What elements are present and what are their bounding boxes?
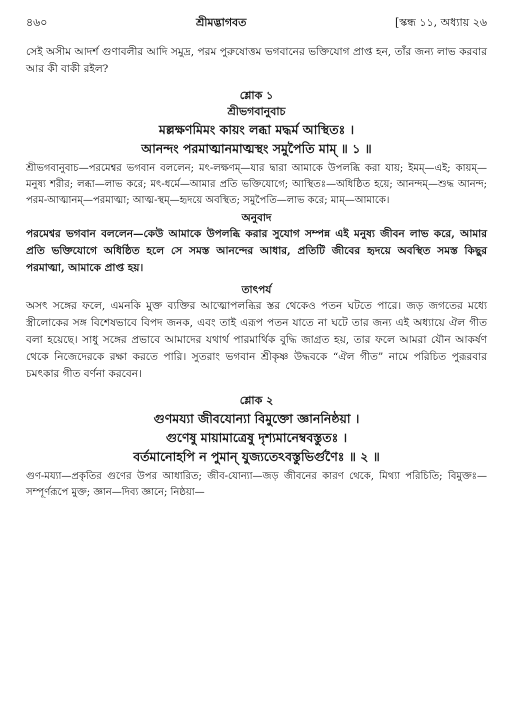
chapter-info: [স্কন্ধ ১১, অধ্যায় ২৬ — [394, 16, 487, 29]
verse-2-line-3: বর্তমানোহপি ন পুমান্ যুজ্যতেঽবস্তুভির্গুণৈঃ ॥ ২ ॥ — [133, 449, 380, 464]
verse-1-translation: পরমেশ্বর ভগবান বললেন—কেউ আমাকে উপলব্ধি করার সুযোগ সম্পন্ন এই মনুষ্য জীবন লাভ করে, আমার প্রতি ভক্তিযোগে অধিষ্ঠিত হলে সে সমস্ত আনন্দের আধার, প্রতিটি জীবের হৃদয়ে অবস্থিত সমস্ত কিছুর পরমাত্মা, আমাকে প্রাপ্ত হয়। — [26, 228, 487, 274]
verse-2-line-1: গুণময্যা জীবযোন্যা বিমুক্তো জ্ঞাননিষ্ঠয়া । — [153, 411, 360, 426]
verse-1-synonyms: শ্রীভগবানুবাচ—পরমেশ্বর ভগবান বললেন; মৎ-লক্ষণম্—যার দ্বারা আমাকে উপলব্ধি করা যায়; ইমম্—এই; কায়ম্—মনুষ্য শরীর; লব্ধা—লাভ করে; মৎ-ধর্মে—আমার প্রতি ভক্তিযোগে; আস্থিতঃ—অধিষ্ঠিত হয়ে; আনন্দম্—শুদ্ধ আনন্দ; পরম-আত্মানম্—পরমাত্মা; আত্ম-স্থম্—হৃদয়ে অবস্থিত; সমুপৈতি—লাভ করে; মাম্—আমাকে। — [26, 163, 487, 206]
verse-1-line-1: মল্লক্ষণমিমং কায়ং লব্ধা মদ্ধর্ম আস্থিতঃ । — [158, 122, 355, 137]
intro-paragraph: সেই অসীম আদর্শ গুণাবলীর আদি সমুদ্র, পরম পুরুষোত্তম ভগবানের ভক্তিযোগ প্রাপ্ত হন, তাঁর জন্য লাভ করবার আর কী বাকী রইল? — [26, 46, 487, 75]
verse-1-speaker: শ্রীভগবানুবাচ — [227, 105, 286, 118]
verse-2-line-2: গুণেষু মায়ামাত্রেষু দৃশ্যমানেম্ববস্তুতঃ । — [165, 430, 348, 445]
running-header — [26, 14, 487, 32]
translation-heading: অনুবাদ — [241, 212, 272, 224]
book-title: শ্রীমদ্ভাগবত — [195, 16, 247, 29]
purport-heading: তাৎপর্য — [241, 284, 272, 296]
verse-2-label: শ্লোক ২ — [239, 394, 274, 407]
verse-2-synonyms: গুণ-ময্যা—প্রকৃতির গুণের উপর আধারিত; জীব-যোন্যা—জড় জীবনের কারণ থেকে, মিথ্যা পরিচিতি; বিমুক্তঃ—সম্পূর্ণরূপে মুক্ত; জ্ঞান—দিব্য জ্ঞানে; নিষ্ঠয়া— — [26, 471, 487, 498]
verse-1-purport: অসৎ সঙ্গের ফলে, এমনকি মুক্ত ব্যক্তির আত্মোপলব্ধির স্তর থেকেও পতন ঘটতে পারে। জড় জগতের মধ্যে স্ত্রীলোকের সঙ্গ বিশেষভাবে বিপদ জনক, এবং তাই এরূপ পতন যাতে না ঘটে তার জন্য এই অধ্যায়ে ঐল গীত বলা হয়েছে। সাধু সঙ্গের প্রভাবে আমাদের যথার্থ পারমার্থিক বুদ্ধি জাগ্রত হয়, তার ফলে আমরা যৌন আকর্ষণ থেকে নিজেদেরকে রক্ষা করতে পারি। সুতরাং ভগবান শ্রীকৃষ্ণ উদ্ধবকে “ঐল গীত” নামে পরিচিত পুরূরবার চমৎকার গীত বর্ণনা করবেন। — [26, 300, 487, 380]
verse-1-line-2: আনন্দং পরমাত্মানমাত্মস্থং সমুপৈতি মাম্ ॥ ১ ॥ — [141, 141, 372, 156]
page-number: ৪৬০ — [26, 16, 48, 29]
verse-1-label: শ্লোক ১ — [239, 89, 274, 102]
